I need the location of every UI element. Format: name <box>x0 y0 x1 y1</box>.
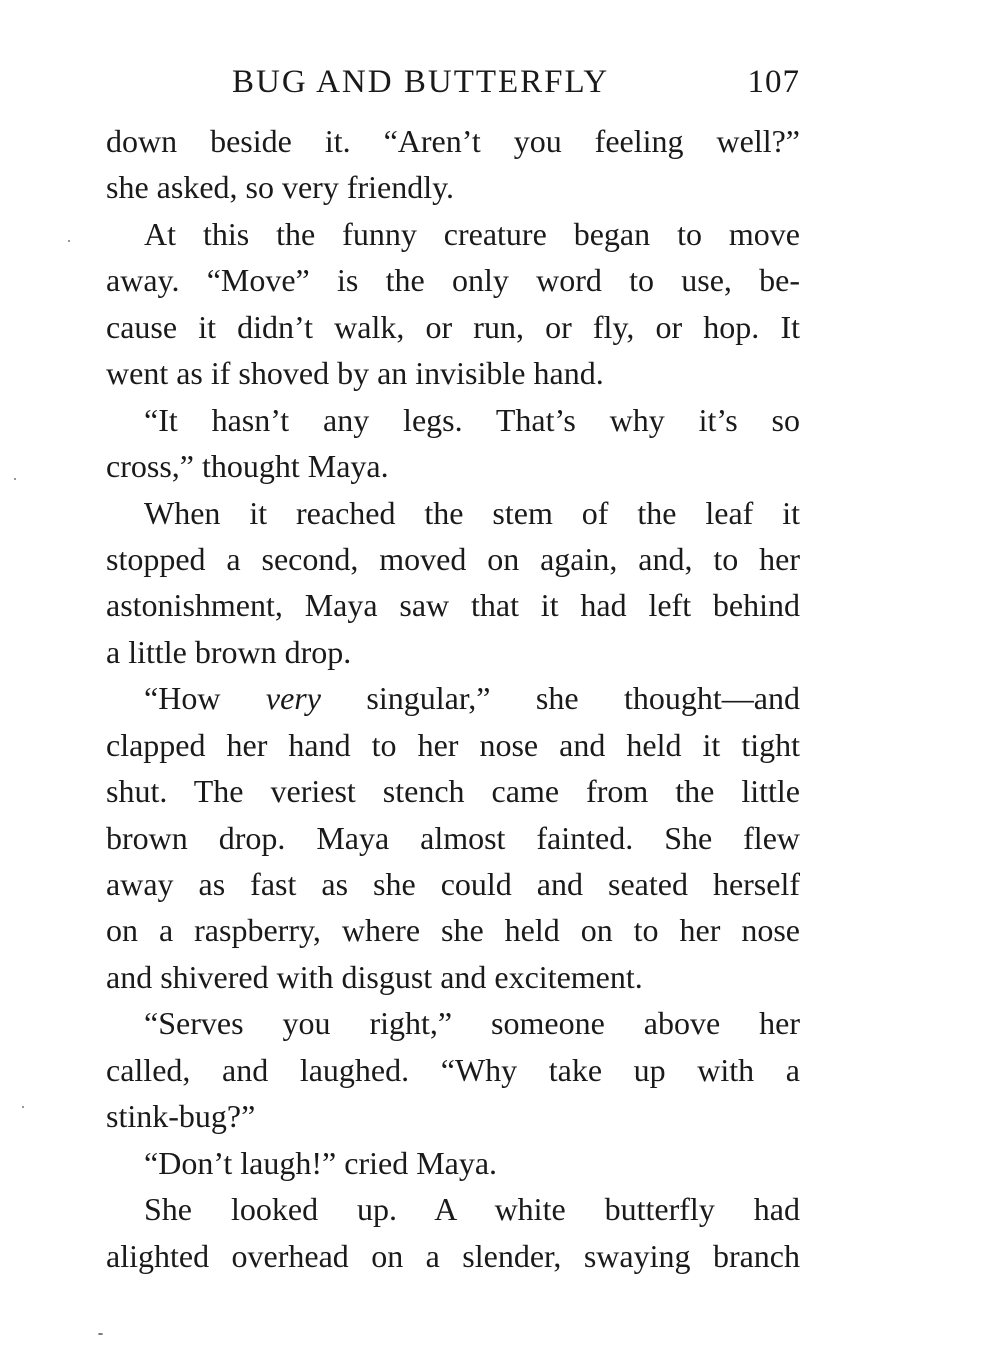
running-head <box>106 58 800 106</box>
text-line: stink-bug?” <box>106 1098 256 1135</box>
text-line: brown drop. Maya almost fainted. She flew <box>106 819 800 856</box>
body-text <box>106 118 800 1279</box>
running-title: BUG AND BUTTERFLY <box>232 64 610 100</box>
text-line: She looked up. A white butterfly had <box>144 1191 800 1228</box>
text-line: she asked, so very friendly. <box>106 169 455 206</box>
text-line: away as fast as she could and seated herself <box>106 866 800 902</box>
text-line: a little brown drop. <box>106 633 352 670</box>
text-run: “How <box>144 680 266 717</box>
page-number: 107 <box>747 64 800 100</box>
text-line: went as if shoved by an invisible hand. <box>106 355 604 392</box>
text-line: shut. The veriest stench came from the little <box>106 773 800 810</box>
text-line: astonishment, Maya saw that it had left behind <box>106 587 800 624</box>
text-line: stopped a second, moved on again, and, to her <box>106 540 800 577</box>
text-line: When it reached the stem of the leaf it <box>144 494 800 531</box>
text-line: and shivered with disgust and excitement. <box>106 958 643 995</box>
text-line: “It hasn’t any legs. That’s why it’s so <box>144 401 800 438</box>
text-line <box>106 675 800 721</box>
italic-emphasis: very <box>265 680 321 717</box>
text-line: clapped her hand to her nose and held it tight <box>106 726 800 763</box>
scan-speck <box>14 478 16 480</box>
text-line: cause it didn’t walk, or run, or fly, or hop. It <box>106 308 800 345</box>
text-line: alighted overhead on a slender, swaying branch <box>106 1237 800 1274</box>
text-line: “Serves you right,” someone above her <box>144 1005 800 1042</box>
scan-speck <box>68 240 70 242</box>
text-line: down beside it. “Aren’t you feeling well?” <box>106 123 800 159</box>
scan-speck <box>22 1106 24 1108</box>
scan-speck <box>98 1333 103 1335</box>
text-line: on a raspberry, where she held on to her nose <box>106 912 800 949</box>
text-line: “Don’t laugh!” cried Maya. <box>144 1144 498 1181</box>
text-line: cross,” thought Maya. <box>106 448 389 485</box>
text-line: away. “Move” is the only word to use, be- <box>106 262 800 299</box>
text-line: At this the funny creature began to move <box>144 215 800 252</box>
text-run: singular,” she thought—and <box>320 680 800 717</box>
text-line: called, and laughed. “Why take up with a <box>106 1051 800 1088</box>
